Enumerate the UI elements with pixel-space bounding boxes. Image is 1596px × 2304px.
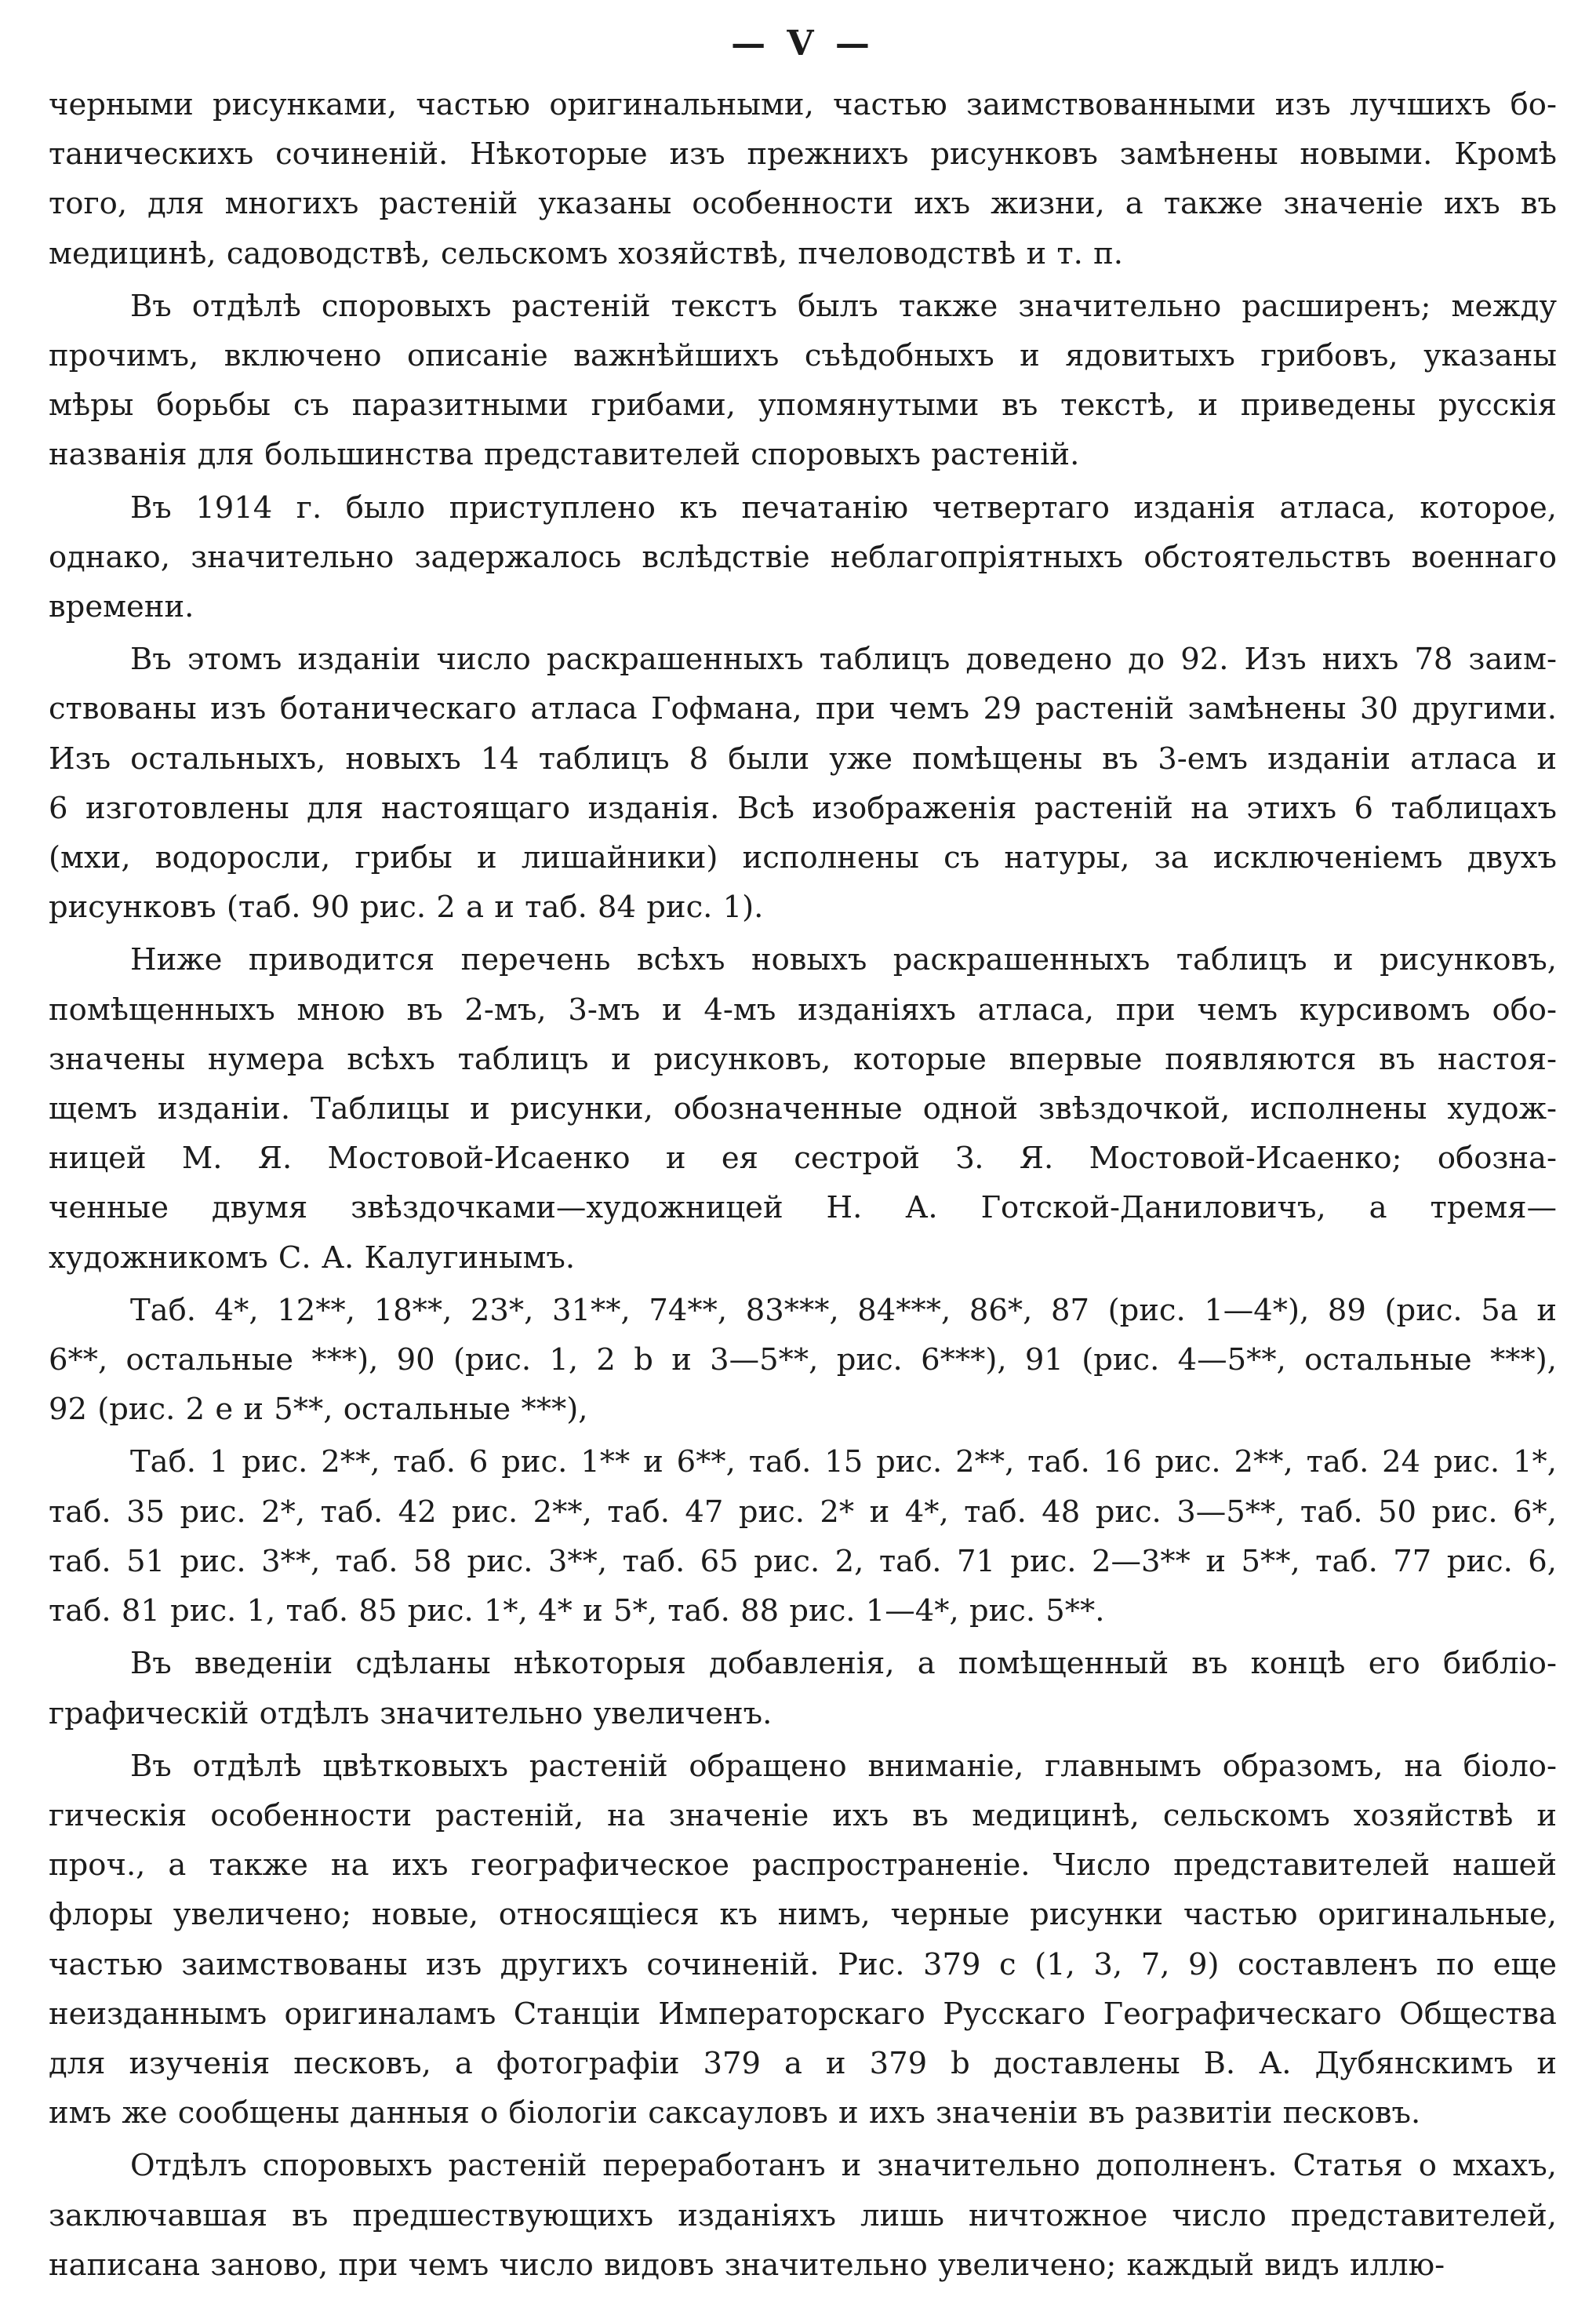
- text-line: неизданнымъ оригиналамъ Станціи Императорскаго Русскаго Географическаго Общества: [49, 1996, 1557, 2032]
- text-line: ствованы изъ ботаническаго атласа Гофмана, при чемъ 29 растеній замѣнены 30 другими.: [49, 691, 1557, 727]
- paragraph: [49, 483, 1557, 632]
- paragraph: [49, 1639, 1557, 1738]
- text-line: Въ этомъ изданіи число раскрашенныхъ таблицъ доведено до 92. Изъ нихъ 78 заим-: [130, 642, 1557, 678]
- text-line: Въ отдѣлѣ споровыхъ растеній текстъ былъ также значительно расширенъ; между: [130, 288, 1557, 324]
- text-line: 92 (рис. 2 е и 5**, остальные ***),: [49, 1392, 588, 1428]
- text-line: написана заново, при чемъ число видовъ значительно увеличено; каждый видъ иллю-: [49, 2247, 1445, 2283]
- text-line: того, для многихъ растеній указаны особенности ихъ жизни, а также значеніе ихъ въ: [49, 186, 1557, 222]
- paragraph: [49, 1742, 1557, 2138]
- text-line: Въ введеніи сдѣланы нѣкоторыя добавленія, а помѣщенный въ концѣ его библіо-: [130, 1646, 1557, 1682]
- paragraph: [49, 1286, 1557, 1435]
- paragraph: [49, 935, 1557, 1282]
- text-line: ницей М. Я. Мостовой-Исаенко и ея сестрой З. Я. Мостовой-Исаенко; обозна-: [49, 1141, 1557, 1177]
- text-line: помѣщенныхъ мною въ 2-мъ, 3-мъ и 4-мъ изданіяхъ атласа, при чемъ курсивомъ обо-: [49, 992, 1557, 1028]
- text-line: однако, значительно задержалось вслѣдствіе неблагопріятныхъ обстоятельствъ военнаго: [49, 539, 1557, 575]
- text-line: таб. 51 рис. 3**, таб. 58 рис. 3**, таб. 65 рис. 2, таб. 71 рис. 2—3** и 5**, таб. 77 рис. 6,: [49, 1543, 1557, 1579]
- paragraph: [49, 282, 1557, 480]
- paragraph: [49, 1437, 1557, 1636]
- paragraph: [49, 635, 1557, 932]
- text-line: Въ отдѣлѣ цвѣтковыхъ растеній обращено вниманіе, главнымъ образомъ, на біоло-: [130, 1748, 1557, 1784]
- text-line: Ниже приводится перечень всѣхъ новыхъ раскрашенныхъ таблицъ и рисунковъ,: [130, 942, 1557, 978]
- text-line: ченные двумя звѣздочками—художницей Н. А. Готской-Даниловичъ, а тремя—: [49, 1190, 1557, 1226]
- text-line: 6 изготовлены для настоящаго изданія. Всѣ изображенія растеній на этихъ 6 таблицахъ: [49, 790, 1557, 826]
- text-line: таб. 81 рис. 1, таб. 85 рис. 1*, 4* и 5*, таб. 88 рис. 1—4*, рис. 5**.: [49, 1593, 1105, 1629]
- text-line: имъ же сообщены данныя о біологіи саксауловъ и ихъ значеніи въ развитіи песковъ.: [49, 2095, 1421, 2131]
- text-line: рисунковъ (таб. 90 рис. 2 а и таб. 84 рис. 1).: [49, 890, 764, 926]
- text-line: графическій отдѣлъ значительно увеличенъ.: [49, 1695, 773, 1731]
- paragraph: [49, 80, 1557, 278]
- text-line: Таб. 4*, 12**, 18**, 23*, 31**, 74**, 83***, 84***, 86*, 87 (рис. 1—4*), 89 (рис. 5а и: [130, 1292, 1557, 1328]
- text-line: названія для большинства представителей споровыхъ растеній.: [49, 437, 1080, 473]
- text-line: прочимъ, включено описаніе важнѣйшихъ съѣдобныхъ и ядовитыхъ грибовъ, указаны: [49, 338, 1557, 374]
- text-line: Отдѣлъ споровыхъ растеній переработанъ и значительно дополненъ. Статья о мхахъ,: [130, 2148, 1557, 2184]
- text-line: флоры увеличено; новые, относящіеся къ нимъ, черные рисунки частью оригинальные,: [49, 1897, 1557, 1933]
- page-number: — V —: [731, 24, 874, 64]
- text-line: таб. 35 рис. 2*, таб. 42 рис. 2**, таб. 47 рис. 2* и 4*, таб. 48 рис. 3—5**, таб. 50 рис. 6*,: [49, 1494, 1557, 1530]
- text-line: мѣры борьбы съ паразитными грибами, упомянутыми въ текстѣ, и приведены русскія: [49, 388, 1557, 424]
- paragraph: [49, 2141, 1557, 2290]
- text-line: гическія особенности растеній, на значеніе ихъ въ медицинѣ, сельскомъ хозяйствѣ и: [49, 1797, 1557, 1833]
- text-line: частью заимствованы изъ другихъ сочиненій. Рис. 379 с (1, 3, 7, 9) составленъ по еще: [49, 1946, 1557, 1982]
- text-line: черными рисунками, частью оригинальными, частью заимствованными изъ лучшихъ бо-: [49, 87, 1557, 122]
- text-line: для изученія песковъ, а фотографіи 379 а и 379 b доставлены В. А. Дубянскимъ и: [49, 2045, 1557, 2081]
- text-line: (мхи, водоросли, грибы и лишайники) исполнены съ натуры, за исключеніемъ двухъ: [49, 840, 1557, 876]
- text-line: таническихъ сочиненій. Нѣкоторые изъ прежнихъ рисунковъ замѣнены новыми. Кромѣ: [49, 136, 1557, 173]
- body-text: [49, 80, 1557, 2290]
- text-line: медицинѣ, садоводствѣ, сельскомъ хозяйствѣ, пчеловодствѣ и т. п.: [49, 235, 1124, 271]
- text-line: 6**, остальные ***), 90 (рис. 1, 2 b и 3—5**, рис. 6***), 91 (рис. 4—5**, остальные ***),: [49, 1342, 1557, 1378]
- text-line: Въ 1914 г. было приступлено къ печатанію четвертаго изданія атласа, которое,: [130, 490, 1557, 526]
- text-line: Таб. 1 рис. 2**, таб. 6 рис. 1** и 6**, таб. 15 рис. 2**, таб. 16 рис. 2**, таб. 24 рис. 1*,: [130, 1444, 1557, 1480]
- text-line: художникомъ С. А. Калугинымъ.: [49, 1239, 576, 1276]
- text-line: значены нумера всѣхъ таблицъ и рисунковъ, которые впервые появляются въ настоя-: [49, 1041, 1557, 1077]
- text-line: заключавшая въ предшествующихъ изданіяхъ лишь ничтожное число представителей,: [49, 2197, 1557, 2233]
- text-line: щемъ изданіи. Таблицы и рисунки, обозначенные одной звѣздочкой, исполнены худож-: [49, 1091, 1557, 1127]
- text-line: времени.: [49, 589, 195, 625]
- text-line: проч., а также на ихъ географическое распространеніе. Число представителей нашей: [49, 1847, 1557, 1884]
- text-line: Изъ остальныхъ, новыхъ 14 таблицъ 8 были уже помѣщены въ 3-емъ изданіи атласа и: [49, 741, 1557, 777]
